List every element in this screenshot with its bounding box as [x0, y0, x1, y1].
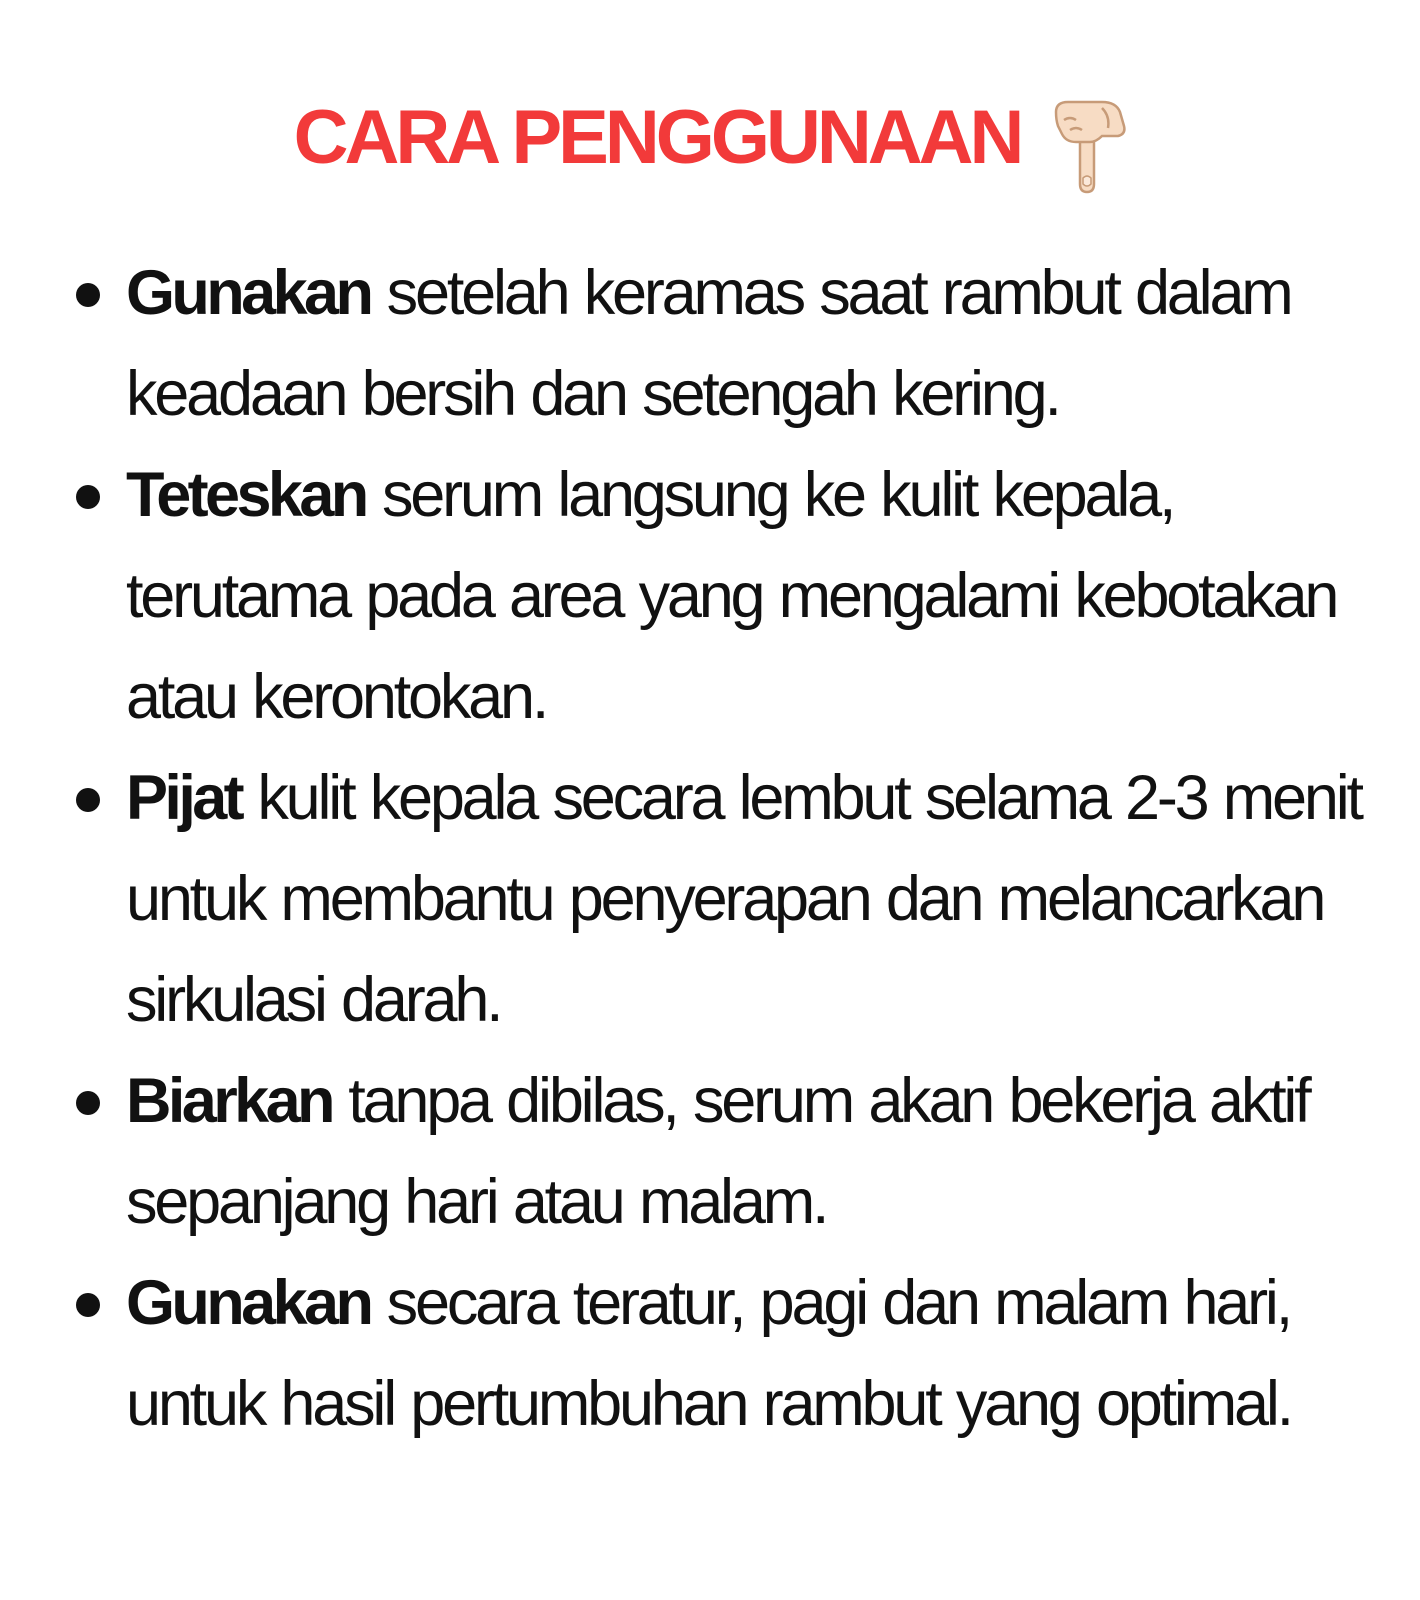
header [0, 88, 1420, 188]
bullet-icon [76, 485, 100, 509]
bullet-icon [76, 788, 100, 812]
step-keyword: Teteskan [126, 460, 366, 530]
step-keyword: Pijat [126, 763, 242, 833]
list-item [70, 1253, 1390, 1455]
list-item [70, 243, 1390, 445]
step-text: setelah keramas saat rambut dalam keadaan bersih dan setengah kering. [126, 258, 1291, 429]
bullet-icon [76, 1293, 100, 1317]
list-item [70, 1051, 1390, 1253]
step-keyword: Gunakan [126, 1268, 371, 1338]
step-keyword: Gunakan [126, 258, 371, 328]
step-text: serum langsung ke kulit kepala, terutama pada area yang mengalami kebotakan atau kerontokan. [126, 460, 1337, 732]
step-text: tanpa dibilas, serum akan bekerja aktif sepanjang hari atau malam. [126, 1066, 1309, 1237]
bullet-icon [76, 283, 100, 307]
step-text: kulit kepala secara lembut selama 2-3 menit untuk membantu penyerapan dan melancarkan sirkulasi darah. [126, 763, 1361, 1035]
hand-pointing-down-icon [1046, 98, 1126, 194]
page-title: CARA PENGGUNAAN [293, 95, 1021, 180]
list-item [70, 748, 1390, 1051]
step-keyword: Biarkan [126, 1066, 332, 1136]
step-text: secara teratur, pagi dan malam hari, untuk hasil pertumbuhan rambut yang optimal. [126, 1268, 1291, 1439]
bullet-icon [76, 1091, 100, 1115]
list-item [70, 445, 1390, 748]
instruction-list [70, 243, 1390, 1455]
